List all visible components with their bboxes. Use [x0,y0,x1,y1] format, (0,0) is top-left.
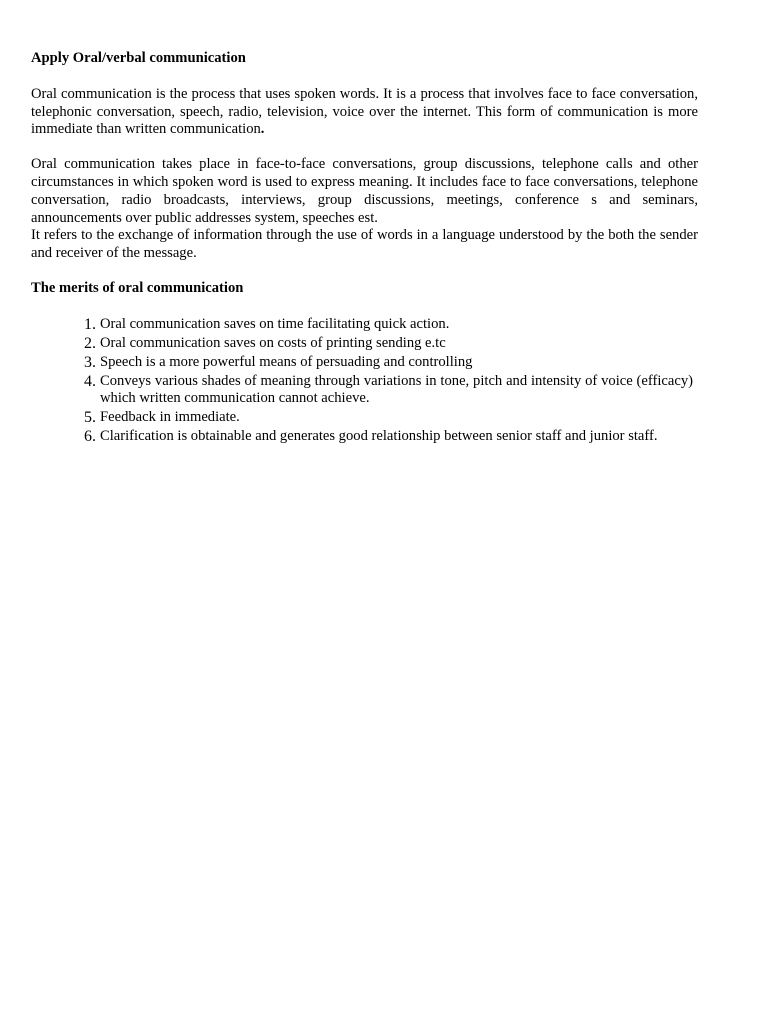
paragraph-definition-text: Oral communication is the process that uses spoken words. It is a process that involves face to face conversation, telephonic conversation, speech, radio, television, voice over the internet. This form of communication is more immediate than written communication [31,85,698,138]
list-item [31,373,698,408]
list-item [31,409,698,427]
list-number: 5. [84,409,96,427]
list-item [31,428,698,446]
list-item-text: Oral communication saves on costs of printing sending e.tc [100,334,446,351]
list-item-text: Feedback in immediate. [100,409,240,426]
document-page [31,50,698,447]
list-item [31,335,698,353]
list-number: 3. [84,353,96,371]
list-item-text: Clarification is obtainable and generates good relationship between senior staff and junior staff. [100,428,658,445]
list-number: 6. [84,428,96,446]
paragraph-definition [31,86,698,139]
merits-heading: The merits of oral communication [31,279,244,296]
list-number: 4. [84,372,96,390]
list-item [31,316,698,334]
paragraph-exchange: It refers to the exchange of information through the use of words in a language understood by the both the sender and receiver of the message. [31,227,698,262]
list-item-text: Oral communication saves on time facilitating quick action. [100,315,450,332]
list-item-text: Conveys various shades of meaning through variations in tone, pitch and intensity of voice (efficacy) which written communication cannot achieve. [100,372,693,407]
merits-list [31,316,698,446]
list-item-text: Speech is a more powerful means of persuading and controlling [100,353,473,370]
list-number: 2. [84,334,96,352]
paragraph-definition-period: . [260,121,265,138]
list-item [31,354,698,372]
section-heading: Apply Oral/verbal communication [31,50,246,66]
list-number: 1. [84,315,96,333]
paragraph-contexts: Oral communication takes place in face-to-face conversations, group discussions, telephone calls and other circumstances in which spoken word is used to express meaning. It includes face to face conversations, telephone conversation, radio broadcasts, interviews, group discussions, meetings, conference s and seminars, announcements over public addresses system, speeches est. [31,156,698,226]
